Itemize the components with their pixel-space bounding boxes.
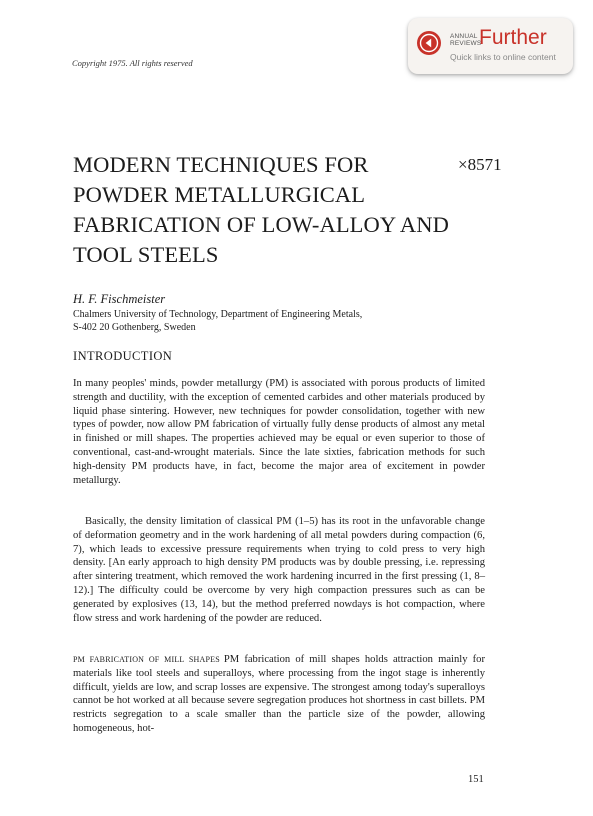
play-arrow-icon xyxy=(417,31,441,55)
annual-reviews-further-link[interactable] xyxy=(408,18,573,74)
further-wordmark: Further xyxy=(479,26,547,49)
further-tagline: Quick links to online content xyxy=(450,52,556,62)
subsection-runin-heading: PM FABRICATION OF MILL SHAPES xyxy=(73,655,220,664)
author-name: H. F. Fischmeister xyxy=(73,292,166,306)
article-reference-number: ×8571 xyxy=(458,155,502,174)
reviews-label: REVIEWS xyxy=(450,40,482,47)
annual-label: ANNUAL xyxy=(450,33,478,40)
body-paragraph xyxy=(73,653,485,736)
title-line: TOOL STEELS xyxy=(73,242,219,267)
section-heading: INTRODUCTION xyxy=(73,349,173,363)
title-line: POWDER METALLURGICAL xyxy=(73,182,366,207)
paragraph-text: PM fabrication of mill shapes holds attraction mainly for materials like tool steels and superalloys, where processing from the ingot stage is inherently difficult, yields are low, and scrap losses are expensive. The strongest among today's superalloys cannot be hot worked at all because severe segregation produces hot shortness in cast billets. PM restricts segregation to a scale smaller than the particle size of the powder, allowing homogeneous, hot- xyxy=(73,654,485,734)
article-title xyxy=(73,150,449,270)
author-affiliation xyxy=(73,308,362,334)
affiliation-line: Chalmers University of Technology, Department of Engineering Metals, xyxy=(73,309,363,320)
body-paragraph: In many peoples' minds, powder metallurgy (PM) is associated with porous products of limited strength and ductility, with the exception of cemented carbides and other materials produced by liquid phase sintering. However, new techniques for powder consolidation, together with new types of powder, now allow PM fabrication of virtually fully dense products of almost any metal in finished or mill shapes. The properties achieved may be equal or even superior to those of conventional, cast-and-wrought materials. Since the late sixties, fabrication methods for such high-density PM products have, in fact, become the major area of excitement in powder metallurgy. xyxy=(73,378,485,486)
page-number: 151 xyxy=(468,774,484,785)
title-line: MODERN TECHNIQUES FOR xyxy=(73,152,369,177)
affiliation-line: S-402 20 Gothenberg, Sweden xyxy=(73,322,196,333)
copyright-notice: Copyright 1975. All rights reserved xyxy=(72,58,193,68)
title-line: FABRICATION OF LOW-ALLOY AND xyxy=(73,212,449,237)
body-paragraph: Basically, the density limitation of classical PM (1–5) has its root in the unfavorable change of deformation geometry and in the work hardening of all metal powders during compaction (6, 7), which leads to excessive pressure requirements when trying to cold press to very high density. [An early approach to high density PM products was by double pressing, i.e. repressing after sintering treatment, which removed the work hardening incurred in the first pressing (1, 8–12).] The difficulty could be overcome by very high compaction pressures such as can be generated by explosives (13, 14), but the method preferred nowdays is hot compaction, where flow stress and work hardening of the powder are reduced. xyxy=(73,516,485,624)
